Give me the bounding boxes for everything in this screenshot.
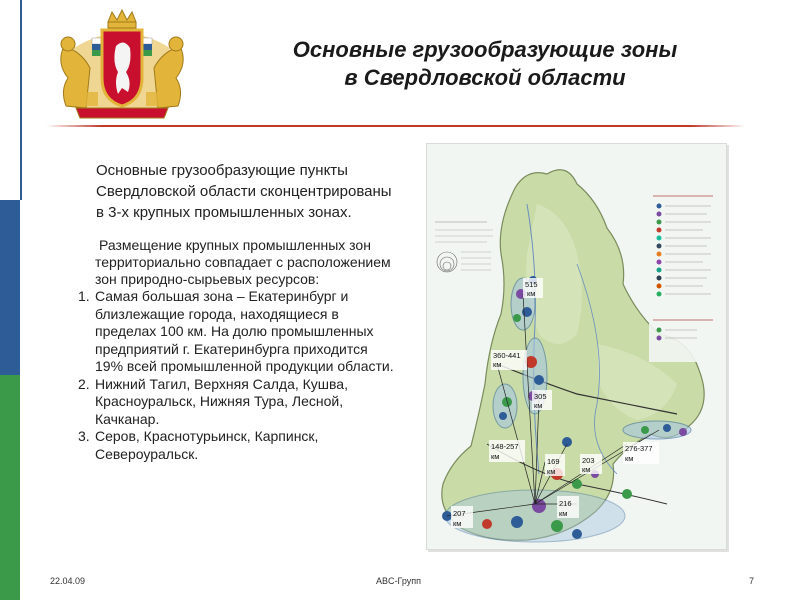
svg-text:169: 169 <box>547 457 560 466</box>
footer-date: 22.04.09 <box>50 576 86 586</box>
svg-text:км: км <box>559 509 568 518</box>
list-item-number: 2. <box>78 375 90 392</box>
list-item <box>78 376 398 429</box>
intro-text: Основные грузообразующие пункты Свердловской области сконцентрированы в 3-х крупных промышленных зонах. <box>96 162 392 221</box>
coat-of-arms <box>46 8 198 120</box>
left-decor-bars <box>0 0 20 600</box>
zones-list <box>78 288 398 463</box>
bar-green <box>0 375 20 600</box>
svg-text:км: км <box>491 452 500 461</box>
list-item-text: Нижний Тагил, Верхняя Салда, Кушва, Красноуральск, Нижняя Тура, Лесной, Качканар. <box>95 375 348 427</box>
map-legend-right <box>649 192 721 362</box>
svg-text:км: км <box>453 519 462 528</box>
svg-text:км: км <box>547 467 556 476</box>
list-item <box>78 428 398 463</box>
slide-body <box>78 160 398 463</box>
distance-label-515 <box>523 278 543 298</box>
distance-label-305 <box>532 390 552 410</box>
svg-text:км: км <box>527 289 536 298</box>
svg-text:148-257: 148-257 <box>491 442 519 451</box>
title-line-2: в Свердловской области <box>344 65 626 90</box>
svg-text:км: км <box>534 401 543 410</box>
region-map <box>426 143 727 550</box>
distance-label-207 <box>451 506 473 528</box>
title-line-1: Основные грузообразующие зоны <box>292 37 678 62</box>
list-item-number: 1. <box>78 288 90 304</box>
distance-label-169 <box>545 454 565 476</box>
list-item-text: Самая большая зона – Екатеринбург и близлежащие города, находящиеся в пределах 100 км. На долю промышленных предприятий г. Екатеринбурга приходится 19% всей промышленной продукции области. <box>95 288 394 374</box>
svg-text:305: 305 <box>534 392 547 401</box>
footer-page-number: 7 <box>749 576 755 586</box>
distance-label-360-441 <box>491 350 527 370</box>
distance-label-148-257 <box>489 440 525 462</box>
svg-text:км: км <box>625 454 634 463</box>
distance-label-203 <box>580 454 602 474</box>
svg-text:276-377: 276-377 <box>625 444 653 453</box>
list-item <box>78 288 398 376</box>
svg-text:515: 515 <box>525 280 538 289</box>
slide-title <box>215 36 755 92</box>
paragraph-resources: Размещение крупных промышленных зон территориально совпадает с расположением зон природно-сырьевых ресурсов: <box>95 237 391 287</box>
map-svg <box>427 144 726 549</box>
list-item-text: Серов, Краснотурьинск, Карпинск, Североуральск. <box>95 428 319 462</box>
svg-text:216: 216 <box>559 499 572 508</box>
footer-company: ABC-Групп <box>376 576 422 586</box>
svg-text:360-441: 360-441 <box>493 351 521 360</box>
svg-text:203: 203 <box>582 456 595 465</box>
bar-blue <box>0 200 20 375</box>
map-legend-left <box>433 212 497 282</box>
distance-label-276-377 <box>623 442 659 464</box>
distance-label-216 <box>557 496 579 518</box>
bar-white <box>0 0 22 200</box>
title-divider <box>46 125 746 127</box>
svg-text:км: км <box>582 465 591 474</box>
svg-text:км: км <box>493 360 502 369</box>
list-item-number: 3. <box>78 428 90 444</box>
svg-text:207: 207 <box>453 509 466 518</box>
